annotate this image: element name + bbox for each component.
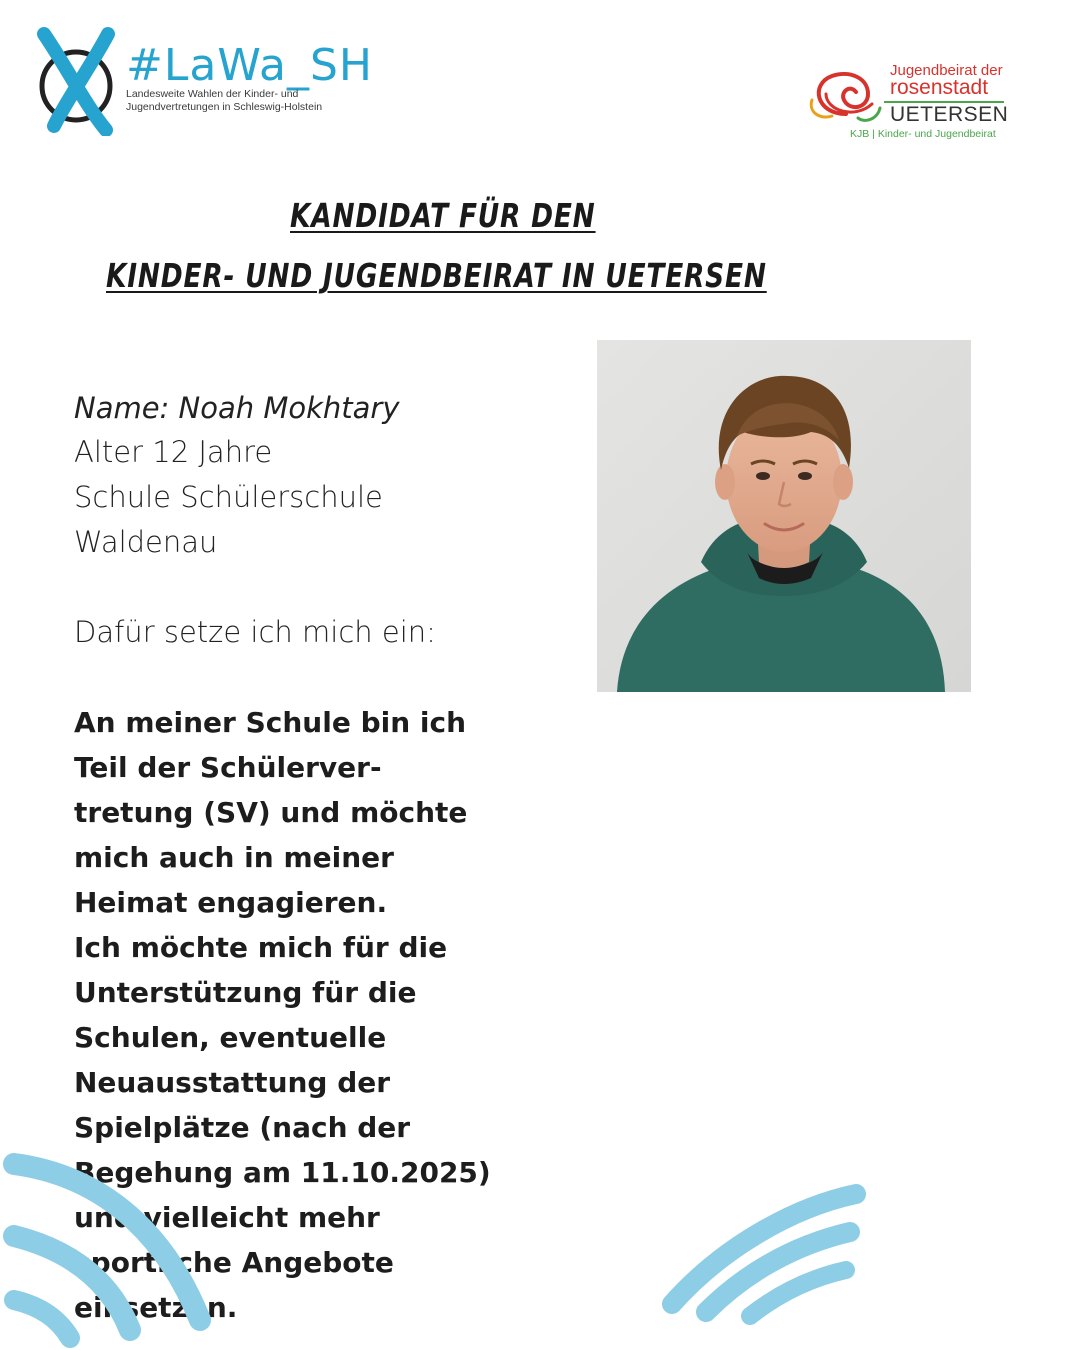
statement-line: Ich möchte mich für die [74, 931, 448, 964]
statement-line: Teil der Schülerver- [74, 751, 382, 784]
statement-line: Unterstützung für die [74, 976, 417, 1009]
candidate-name: Name: Noah Mokhtary [74, 391, 400, 425]
statement-line: Begehung am 11.10.2025) [74, 1156, 491, 1189]
statement-line: Schulen, eventuelle [74, 1021, 387, 1054]
page-title-line-1: KANDIDAT FÜR DEN [290, 196, 596, 235]
candidate-photo [597, 340, 971, 692]
decorative-strokes-right [650, 1180, 880, 1330]
statement-line: Neuausstattung der [74, 1066, 391, 1099]
statement-line: An meiner Schule bin ich [74, 706, 467, 739]
rose-icon [806, 64, 886, 126]
statement-line: Heimat engagieren. [74, 886, 388, 919]
logo-hashtag: #LaWa_SH [126, 40, 374, 91]
statement-line: Spielplätze (nach der [74, 1111, 411, 1144]
decorative-strokes-left [0, 1150, 240, 1350]
jugendbeirat-logo [806, 58, 1016, 148]
ballot-x-icon [36, 26, 126, 136]
candidate-school-line-1: Schule Schülerschule [74, 480, 383, 514]
logo-line-2: rosenstadt [890, 76, 989, 99]
statement-line: und vielleicht mehr [74, 1201, 380, 1234]
portrait-photo-icon [597, 340, 971, 692]
commitment-heading: Dafür setze ich mich ein: [74, 615, 436, 649]
statement-line: mich auch in meiner [74, 841, 394, 874]
logo-line-1: Jugendbeirat der [890, 62, 1003, 79]
logo-line-3: UETERSEN [890, 103, 1009, 126]
statement-line: einsetzen. [74, 1291, 238, 1324]
statement-line: tretung (SV) und möchte [74, 796, 468, 829]
lawa-sh-logo [36, 26, 374, 136]
candidate-school-line-2: Waldenau [74, 525, 218, 559]
page-title-line-2: KINDER- UND JUGENDBEIRAT IN UETERSEN [106, 256, 767, 295]
logo-line-4: KJB | Kinder- und Jugendbeirat [850, 128, 996, 140]
logo-subtitle-2: Jugendvertretungen in Schleswig-Holstein [126, 101, 323, 113]
statement-line: sportliche Angebote [74, 1246, 394, 1279]
logo-subtitle-1: Landesweite Wahlen der Kinder- und [126, 88, 299, 100]
candidate-age: Alter 12 Jahre [74, 435, 273, 469]
